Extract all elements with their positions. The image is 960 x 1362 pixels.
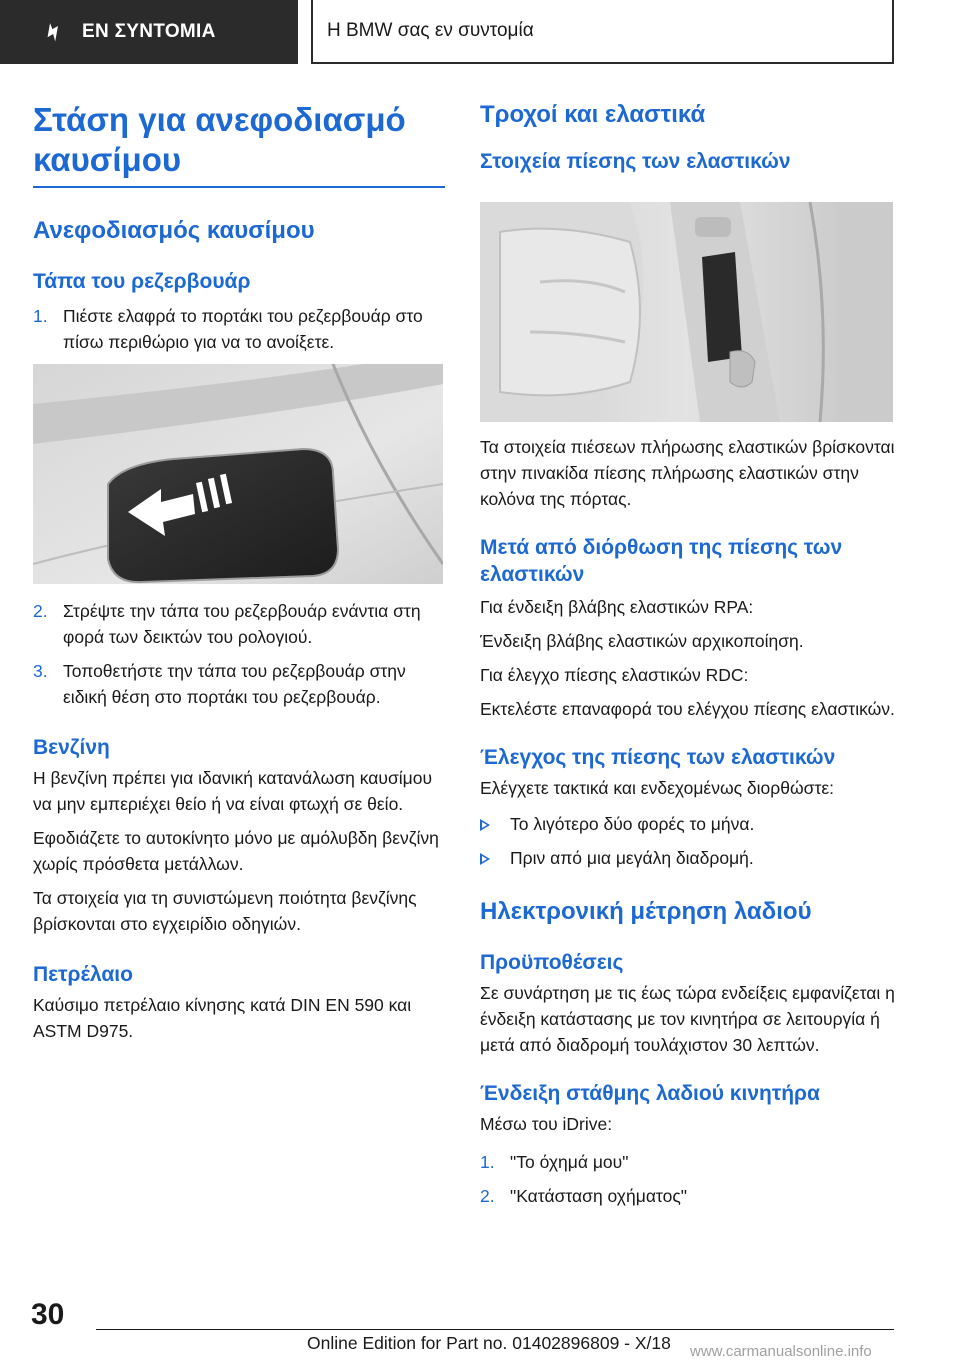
step-text: Στρέψτε την τάπα του ρεζερβουάρ ενάντια στη φορά των δεικτών του ρολογιού. — [63, 601, 421, 647]
watermark[interactable]: www.carmanualsonline.info — [690, 1343, 872, 1360]
subheading-tyre-pressure-data: Στοιχεία πίεσης των ελαστικών — [480, 150, 791, 173]
triangle-bullet-icon — [480, 853, 490, 865]
step-number: 1. — [480, 1152, 495, 1172]
petrol-paragraph-3: Τα στοιχεία για τη συνιστώμενη ποιότητα βενζίνης βρίσκονται στο εγχειρίδιο οδηγιών. — [33, 888, 417, 934]
step-text: Πιέστε ελαφρά το πορτάκι του ρεζερβουάρ στο πίσω περιθώριο για να το ανοίξετε. — [63, 306, 423, 352]
section-heading-refuel: Ανεφοδιασμός καυσίμου — [33, 217, 315, 244]
right-column — [480, 100, 895, 175]
check-bullet-list — [480, 811, 895, 871]
footer-edition-text: Online Edition for Part no. 01402896809 - X/18 — [307, 1333, 671, 1353]
check-paragraph: Ελέγχετε τακτικά και ενδεχομένως διορθώστε: — [480, 778, 835, 798]
correction-paragraph-3: Για έλεγχο πίεσης ελαστικών RDC: — [480, 665, 749, 685]
prerequisites-paragraph: Σε συνάρτηση με τις έως τώρα ενδείξεις εμφανίζεται η ένδειξη κατάστασης με τον κινητήρα σε λειτουργία ή μετά από διαδρομή τουλάχιστον 30 λεπτών. — [480, 983, 895, 1055]
list-item — [480, 811, 895, 837]
door-pillar-image — [480, 202, 893, 422]
petrol-paragraph-1: Η βενζίνη πρέπει για ιδανική κατανάλωση καυσίμου να μην εμπεριέχει θείο ή να είναι φτωχή σε θείο. — [33, 768, 433, 814]
subheading-pressure-check: Έλεγχος της πίεσης των ελαστικών — [480, 746, 836, 769]
correction-paragraph-1: Για ένδειξη βλάβης ελαστικών RPA: — [480, 597, 754, 617]
step-number: 2. — [480, 1186, 495, 1206]
header-chapter-title — [311, 0, 894, 64]
diesel-paragraph: Καύσιμο πετρέλαιο κίνησης κατά DIN EN 590 και ASTM D975. — [33, 995, 412, 1041]
list-item — [33, 303, 445, 355]
list-item — [480, 1183, 895, 1209]
step-text: "Κατάσταση οχήματος" — [510, 1186, 687, 1206]
header-chapter-label: Η BMW σας εν συντομία — [327, 20, 534, 41]
subheading-petrol: Βενζίνη — [33, 736, 110, 759]
bullet-text: Πριν από μια μεγάλη διαδρομή. — [510, 848, 754, 868]
fuel-cap-steps-a — [33, 303, 445, 355]
section-heading-wheels: Τροχοί και ελαστικά — [480, 101, 706, 128]
subheading-fuel-cap: Τάπα του ρεζερβουάρ — [33, 270, 251, 293]
correction-paragraph-4: Εκτελέστε επαναφορά του ελέγχου πίεσης ελαστικών. — [480, 699, 895, 719]
left-column-continued — [33, 598, 445, 1044]
header-section-label: ΕΝ ΣΥΝΤΟΜΙΑ — [82, 21, 216, 42]
fuel-cap-steps-b — [33, 598, 445, 710]
list-item — [480, 1149, 895, 1175]
petrol-paragraph-2: Εφοδιάζετε το αυτοκίνητο μόνο με αμόλυβδη βενζίνη χωρίς πρόσθετα μετάλλων. — [33, 828, 439, 874]
section-heading-oil-measurement: Ηλεκτρονική μέτρηση λαδιού — [480, 898, 812, 925]
step-number: 2. — [33, 601, 48, 621]
title-rule — [33, 186, 445, 188]
subheading-diesel: Πετρέλαιο — [33, 963, 133, 986]
idrive-steps — [480, 1149, 895, 1209]
lightning-icon — [42, 21, 64, 43]
list-item — [33, 598, 445, 650]
footer-edition — [307, 1333, 671, 1354]
subheading-prerequisites: Προϋποθέσεις — [480, 951, 624, 974]
subheading-after-correction: Μετά από διόρθωση της πίεσης των ελαστικών — [480, 536, 843, 586]
tyre-data-paragraph: Τα στοιχεία πιέσεων πλήρωσης ελαστικών βρίσκονται στην πινακίδα πίεσης πλήρωσης ελαστικών στην κολόνα της πόρτας. — [480, 437, 895, 509]
step-number: 3. — [33, 661, 48, 681]
page-title: Στάση για ανεφοδιασμό καυσίμου — [33, 101, 406, 178]
step-text: "Το όχημά μου" — [510, 1152, 629, 1172]
triangle-bullet-icon — [480, 819, 490, 831]
right-column-continued — [480, 434, 895, 1209]
footer-rule — [96, 1329, 894, 1330]
subheading-oil-level-display: Ένδειξη στάθμης λαδιού κινητήρα — [480, 1082, 820, 1105]
correction-paragraph-2: Ένδειξη βλάβης ελαστικών αρχικοποίηση. — [480, 631, 804, 651]
list-item — [480, 845, 895, 871]
fuel-flap-image — [33, 364, 443, 584]
list-item — [33, 658, 445, 710]
step-text: Τοποθετήστε την τάπα του ρεζερβουάρ στην ειδική θέση στο πορτάκι του ρεζερβουάρ. — [63, 661, 406, 707]
header-section-tab — [0, 0, 298, 64]
page-number: 30 — [31, 1298, 65, 1331]
bullet-text: Το λιγότερο δύο φορές το μήνα. — [510, 814, 755, 834]
idrive-paragraph: Μέσω του iDrive: — [480, 1114, 613, 1134]
left-column — [33, 100, 445, 355]
step-number: 1. — [33, 306, 48, 326]
